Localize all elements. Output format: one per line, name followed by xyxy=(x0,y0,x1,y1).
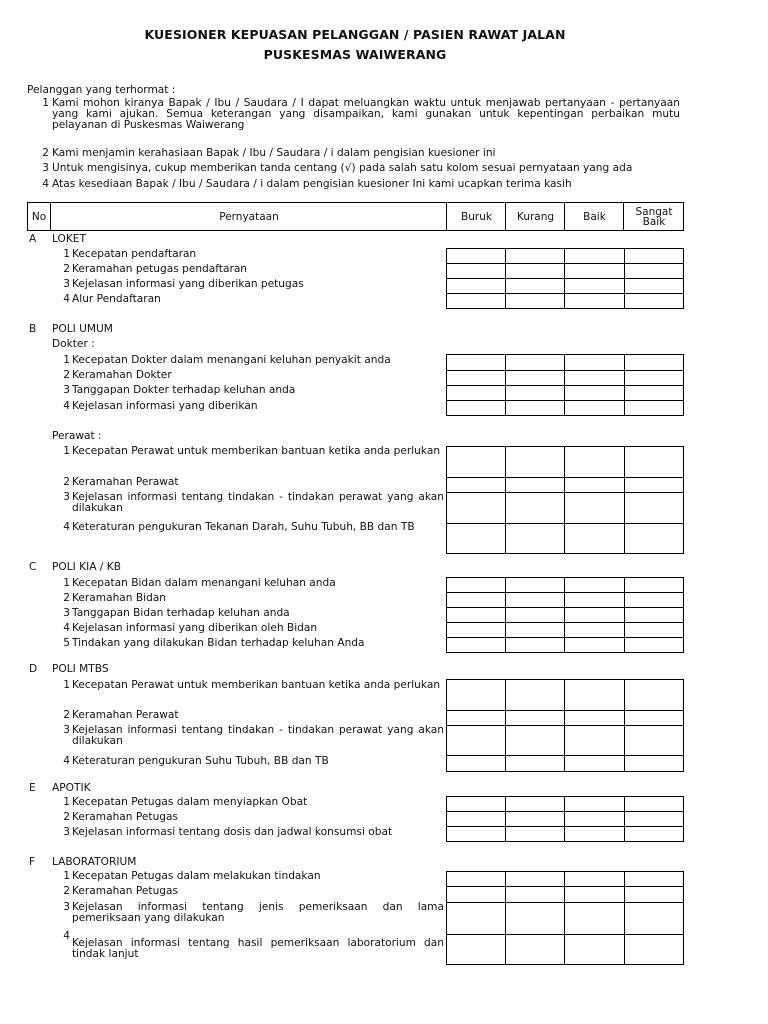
item-number: 3 xyxy=(63,607,70,619)
section-title: POLI MTBS xyxy=(52,663,109,675)
rating-cell-baik[interactable] xyxy=(564,492,625,524)
item-number: 4 xyxy=(63,400,70,412)
item-number: 2 xyxy=(63,592,70,604)
rating-cell-kurang[interactable] xyxy=(505,811,565,827)
item-text: Keramahan Bidan xyxy=(72,592,167,604)
item-number: 1 xyxy=(63,445,70,457)
item-number: 3 xyxy=(63,724,70,736)
item-text: Kecepatan Perawat untuk memberikan bantuan ketika anda perlukan xyxy=(72,679,441,691)
rating-cell-sangat-baik[interactable] xyxy=(624,886,684,903)
rating-cell-buruk[interactable] xyxy=(446,725,506,756)
rating-cell-buruk[interactable] xyxy=(446,811,506,827)
rating-cell-kurang[interactable] xyxy=(505,354,565,371)
rating-row xyxy=(446,871,684,887)
rating-cell-baik[interactable] xyxy=(564,755,625,772)
rating-cell-baik[interactable] xyxy=(564,248,625,264)
rating-cell-baik[interactable] xyxy=(564,796,625,812)
rating-cell-buruk[interactable] xyxy=(446,370,506,386)
rating-cell-baik[interactable] xyxy=(564,400,625,416)
rating-cell-baik[interactable] xyxy=(564,446,625,478)
rating-row xyxy=(446,492,684,524)
rating-cell-baik[interactable] xyxy=(564,293,625,309)
header-statement: Pernyataan xyxy=(50,203,447,230)
item-number: 3 xyxy=(63,901,70,913)
rating-cell-baik[interactable] xyxy=(564,679,625,711)
rating-cell-buruk[interactable] xyxy=(446,492,506,524)
rating-cell-sangat-baik[interactable] xyxy=(624,492,684,524)
rating-cell-buruk[interactable] xyxy=(446,886,506,903)
section-title: POLI UMUM xyxy=(52,323,113,335)
item-text: Kejelasan informasi tentang jenis pemeriksaan dan lama pemeriksaan yang dilakukan xyxy=(72,901,444,924)
rating-cell-buruk[interactable] xyxy=(446,934,506,965)
rating-row xyxy=(446,886,684,903)
rating-cell-sangat-baik[interactable] xyxy=(624,871,684,887)
rating-cell-sangat-baik[interactable] xyxy=(624,354,684,371)
rating-cell-baik[interactable] xyxy=(564,826,625,842)
rating-cell-baik[interactable] xyxy=(564,477,625,493)
item-text: Kecepatan pendaftaran xyxy=(72,248,197,260)
rating-cell-sangat-baik[interactable] xyxy=(624,263,684,279)
section-title: APOTIK xyxy=(52,782,91,794)
item-text: Keramahan Petugas xyxy=(72,811,179,823)
item-number: 2 xyxy=(63,369,70,381)
rating-cell-kurang[interactable] xyxy=(505,902,565,935)
rating-row xyxy=(446,725,684,756)
rating-cell-buruk[interactable] xyxy=(446,592,506,608)
item-number: 3 xyxy=(63,278,70,290)
rating-cell-baik[interactable] xyxy=(564,902,625,935)
item-number: 4 xyxy=(63,521,70,533)
rating-row xyxy=(446,679,684,711)
rating-row xyxy=(446,622,684,638)
rating-cell-buruk[interactable] xyxy=(446,710,506,726)
item-text: Kecepatan Perawat untuk memberikan bantuan ketika anda perlukan xyxy=(72,445,441,457)
item-text: Kejelasan informasi tentang tindakan - tindakan perawat yang akan dilakukan xyxy=(72,491,444,514)
rating-cell-buruk[interactable] xyxy=(446,637,506,653)
rating-cell-baik[interactable] xyxy=(564,622,625,638)
rating-cell-baik[interactable] xyxy=(564,263,625,279)
rating-cell-baik[interactable] xyxy=(564,278,625,294)
rating-row xyxy=(446,354,684,371)
rating-cell-sangat-baik[interactable] xyxy=(624,592,684,608)
rating-cell-sangat-baik[interactable] xyxy=(624,811,684,827)
rating-cell-kurang[interactable] xyxy=(505,637,565,653)
intro-number: 2 xyxy=(42,147,49,159)
item-text: Kecepatan Petugas dalam melakukan tindakan xyxy=(72,870,321,882)
subsection-label: Dokter : xyxy=(52,338,95,350)
item-text: Kejelasan informasi tentang hasil pemeriksaan laboratorium dan tindak lanjut xyxy=(72,937,444,960)
rating-cell-kurang[interactable] xyxy=(505,725,565,756)
rating-row xyxy=(446,796,684,812)
rating-cell-sangat-baik[interactable] xyxy=(624,902,684,935)
rating-cell-kurang[interactable] xyxy=(505,622,565,638)
rating-cell-sangat-baik[interactable] xyxy=(624,577,684,593)
rating-cell-buruk[interactable] xyxy=(446,248,506,264)
rating-cell-baik[interactable] xyxy=(564,385,625,401)
rating-row xyxy=(446,370,684,386)
rating-cell-sangat-baik[interactable] xyxy=(624,826,684,842)
item-text: Keramahan Petugas xyxy=(72,885,179,897)
rating-row xyxy=(446,755,684,772)
rating-row xyxy=(446,293,684,309)
rating-cell-baik[interactable] xyxy=(564,886,625,903)
rating-cell-sangat-baik[interactable] xyxy=(624,400,684,416)
rating-cell-buruk[interactable] xyxy=(446,477,506,493)
rating-cell-sangat-baik[interactable] xyxy=(624,934,684,965)
rating-cell-kurang[interactable] xyxy=(505,871,565,887)
rating-cell-kurang[interactable] xyxy=(505,370,565,386)
rating-cell-sangat-baik[interactable] xyxy=(624,796,684,812)
intro-paragraph: Kami menjamin kerahasiaan Bapak / Ibu / Saudara / i dalam pengisian kuesioner ini xyxy=(52,147,496,159)
item-number: 1 xyxy=(63,248,70,260)
item-number: 5 xyxy=(63,637,70,649)
rating-row xyxy=(446,811,684,827)
item-text: Tanggapan Bidan terhadap keluhan anda xyxy=(72,607,290,619)
rating-row xyxy=(446,902,684,935)
rating-grid-f xyxy=(446,871,684,965)
rating-cell-kurang[interactable] xyxy=(505,263,565,279)
header-very-good: Sangat Baik xyxy=(623,203,684,230)
rating-cell-kurang[interactable] xyxy=(505,607,565,623)
rating-cell-kurang[interactable] xyxy=(505,492,565,524)
rating-cell-buruk[interactable] xyxy=(446,796,506,812)
item-number: 1 xyxy=(63,577,70,589)
item-text: Kejelasan informasi yang diberikan oleh Bidan xyxy=(72,622,318,634)
header-good: Baik xyxy=(564,203,624,230)
intro-paragraph: Kami mohon kiranya Bapak / Ibu / Saudara / I dapat meluangkan waktu untuk menjawab pertanyaan - pertanyaan yang kami ajukan. Semua keterangan yang disampaikan, kami gunakan untuk kepentingan perbaikan mutu pelayanan di Puskesmas Waiwerang xyxy=(52,97,680,131)
rating-cell-buruk[interactable] xyxy=(446,577,506,593)
item-number: 3 xyxy=(63,826,70,838)
rating-cell-kurang[interactable] xyxy=(505,592,565,608)
section-letter: D xyxy=(29,663,38,675)
rating-row xyxy=(446,477,684,493)
intro-paragraph: Atas kesediaan Bapak / Ibu / Saudara / i dalam pengisian kuesioner Ini kami ucapkan terima kasih xyxy=(52,178,572,190)
section-letter: B xyxy=(29,323,37,335)
rating-row xyxy=(446,826,684,842)
rating-grid-b-nurse xyxy=(446,446,684,554)
rating-cell-kurang[interactable] xyxy=(505,446,565,478)
intro-number: 4 xyxy=(42,178,49,190)
section-letter: A xyxy=(29,233,37,245)
rating-cell-sangat-baik[interactable] xyxy=(624,278,684,294)
item-text: Keteraturan pengukuran Suhu Tubuh, BB dan TB xyxy=(72,755,329,767)
header-less: Kurang xyxy=(505,203,565,230)
rating-cell-sangat-baik[interactable] xyxy=(624,755,684,772)
section-title: LOKET xyxy=(52,233,86,245)
item-text: Tindakan yang dilakukan Bidan terhadap keluhan Anda xyxy=(72,637,365,649)
item-number: 1 xyxy=(63,679,70,691)
rating-cell-buruk[interactable] xyxy=(446,278,506,294)
rating-cell-baik[interactable] xyxy=(564,577,625,593)
rating-cell-sangat-baik[interactable] xyxy=(624,637,684,653)
rating-cell-sangat-baik[interactable] xyxy=(624,293,684,309)
rating-cell-kurang[interactable] xyxy=(505,278,565,294)
rating-cell-baik[interactable] xyxy=(564,710,625,726)
rating-cell-baik[interactable] xyxy=(564,637,625,653)
rating-cell-kurang[interactable] xyxy=(505,248,565,264)
item-text: Kejelasan informasi yang diberikan petugas xyxy=(72,278,304,290)
rating-cell-buruk[interactable] xyxy=(446,293,506,309)
rating-cell-kurang[interactable] xyxy=(505,385,565,401)
rating-row xyxy=(446,577,684,593)
intro-paragraph: Untuk mengisinya, cukup memberikan tanda centang (√) pada salah satu kolom sesuai pernyataan yang ada xyxy=(52,162,633,174)
item-number: 2 xyxy=(63,709,70,721)
rating-cell-buruk[interactable] xyxy=(446,523,506,554)
item-text: Kejelasan informasi yang diberikan xyxy=(72,400,258,412)
item-number: 2 xyxy=(63,811,70,823)
item-text: Kecepatan Bidan dalam menangani keluhan anda xyxy=(72,577,336,589)
rating-cell-kurang[interactable] xyxy=(505,710,565,726)
rating-row xyxy=(446,710,684,726)
rating-cell-sangat-baik[interactable] xyxy=(624,523,684,554)
section-letter: C xyxy=(29,561,37,573)
item-text: Kejelasan informasi tentang tindakan - tindakan perawat yang akan dilakukan xyxy=(72,724,444,747)
table-header xyxy=(27,202,684,231)
item-text: Keramahan Perawat xyxy=(72,709,179,721)
rating-cell-sangat-baik[interactable] xyxy=(624,385,684,401)
rating-cell-sangat-baik[interactable] xyxy=(624,607,684,623)
item-text: Alur Pendaftaran xyxy=(72,293,161,305)
item-text: Kecepatan Petugas dalam menyiapkan Obat xyxy=(72,796,308,808)
item-number: 2 xyxy=(63,476,70,488)
rating-cell-sangat-baik[interactable] xyxy=(624,622,684,638)
rating-row xyxy=(446,278,684,294)
item-number: 1 xyxy=(63,796,70,808)
rating-cell-kurang[interactable] xyxy=(505,934,565,965)
item-number: 1 xyxy=(63,870,70,882)
rating-cell-kurang[interactable] xyxy=(505,886,565,903)
rating-cell-buruk[interactable] xyxy=(446,385,506,401)
rating-cell-baik[interactable] xyxy=(564,592,625,608)
rating-row xyxy=(446,400,684,416)
section-title: POLI KIA / KB xyxy=(52,561,121,573)
item-text: Tanggapan Dokter terhadap keluhan anda xyxy=(72,384,296,396)
rating-grid-e xyxy=(446,796,684,842)
rating-cell-kurang[interactable] xyxy=(505,796,565,812)
rating-cell-buruk[interactable] xyxy=(446,263,506,279)
rating-cell-kurang[interactable] xyxy=(505,293,565,309)
rating-row xyxy=(446,523,684,554)
rating-cell-buruk[interactable] xyxy=(446,400,506,416)
rating-row xyxy=(446,446,684,478)
item-number: 4 xyxy=(63,293,70,305)
rating-cell-buruk[interactable] xyxy=(446,902,506,935)
item-text: Kejelasan informasi tentang dosis dan jadwal konsumsi obat xyxy=(72,826,393,838)
rating-cell-buruk[interactable] xyxy=(446,607,506,623)
rating-cell-baik[interactable] xyxy=(564,725,625,756)
rating-cell-buruk[interactable] xyxy=(446,826,506,842)
rating-cell-buruk[interactable] xyxy=(446,622,506,638)
rating-cell-sangat-baik[interactable] xyxy=(624,710,684,726)
item-text: Keramahan Dokter xyxy=(72,369,172,381)
item-text: Keramahan petugas pendaftaran xyxy=(72,263,248,275)
rating-cell-baik[interactable] xyxy=(564,354,625,371)
rating-grid-d xyxy=(446,679,684,772)
intro-number: 1 xyxy=(42,97,49,109)
rating-row xyxy=(446,607,684,623)
rating-cell-baik[interactable] xyxy=(564,607,625,623)
rating-cell-baik[interactable] xyxy=(564,370,625,386)
item-number: 4 xyxy=(63,622,70,634)
intro-number: 3 xyxy=(42,162,49,174)
rating-grid-c xyxy=(446,577,684,653)
rating-cell-buruk[interactable] xyxy=(446,871,506,887)
header-bad: Buruk xyxy=(446,203,506,230)
section-title: LABORATORIUM xyxy=(52,856,137,868)
item-text: Keramahan Perawat xyxy=(72,476,179,488)
rating-cell-buruk[interactable] xyxy=(446,446,506,478)
rating-grid-b-doctor xyxy=(446,354,684,416)
rating-cell-buruk[interactable] xyxy=(446,354,506,371)
rating-cell-kurang[interactable] xyxy=(505,400,565,416)
rating-cell-kurang[interactable] xyxy=(505,577,565,593)
rating-cell-sangat-baik[interactable] xyxy=(624,248,684,264)
rating-cell-sangat-baik[interactable] xyxy=(624,477,684,493)
rating-row xyxy=(446,263,684,279)
section-letter: E xyxy=(29,782,36,794)
item-number: 3 xyxy=(63,491,70,503)
item-number: 1 xyxy=(63,354,70,366)
rating-grid-a xyxy=(446,248,684,309)
rating-cell-sangat-baik[interactable] xyxy=(624,679,684,711)
item-text: Kecepatan Dokter dalam menangani keluhan penyakit anda xyxy=(72,354,391,366)
rating-cell-kurang[interactable] xyxy=(505,679,565,711)
rating-cell-sangat-baik[interactable] xyxy=(624,725,684,756)
greeting: Pelanggan yang terhormat : xyxy=(27,84,176,96)
rating-cell-baik[interactable] xyxy=(564,811,625,827)
rating-cell-baik[interactable] xyxy=(564,871,625,887)
rating-cell-kurang[interactable] xyxy=(505,826,565,842)
rating-row xyxy=(446,934,684,965)
subsection-label: Perawat : xyxy=(52,430,102,442)
rating-row xyxy=(446,637,684,653)
item-number: 2 xyxy=(63,885,70,897)
section-letter: F xyxy=(29,856,36,868)
rating-cell-baik[interactable] xyxy=(564,934,625,965)
item-number: 3 xyxy=(63,384,70,396)
rating-cell-buruk[interactable] xyxy=(446,755,506,772)
item-number: 4 xyxy=(63,930,70,942)
rating-cell-kurang[interactable] xyxy=(505,523,565,554)
rating-row xyxy=(446,592,684,608)
rating-cell-sangat-baik[interactable] xyxy=(624,446,684,478)
page-title: KUESIONER KEPUASAN PELANGGAN / PASIEN RAWAT JALAN xyxy=(144,27,566,42)
rating-cell-kurang[interactable] xyxy=(505,755,565,772)
rating-row xyxy=(446,385,684,401)
rating-cell-sangat-baik[interactable] xyxy=(624,370,684,386)
rating-cell-buruk[interactable] xyxy=(446,679,506,711)
rating-cell-baik[interactable] xyxy=(564,523,625,554)
item-text: Keteraturan pengukuran Tekanan Darah, Suhu Tubuh, BB dan TB xyxy=(72,521,415,533)
rating-cell-kurang[interactable] xyxy=(505,477,565,493)
page-subtitle: PUSKESMAS WAIWERANG xyxy=(263,47,447,62)
rating-row xyxy=(446,248,684,264)
item-number: 2 xyxy=(63,263,70,275)
header-no: No xyxy=(31,210,47,223)
item-number: 4 xyxy=(63,755,70,767)
